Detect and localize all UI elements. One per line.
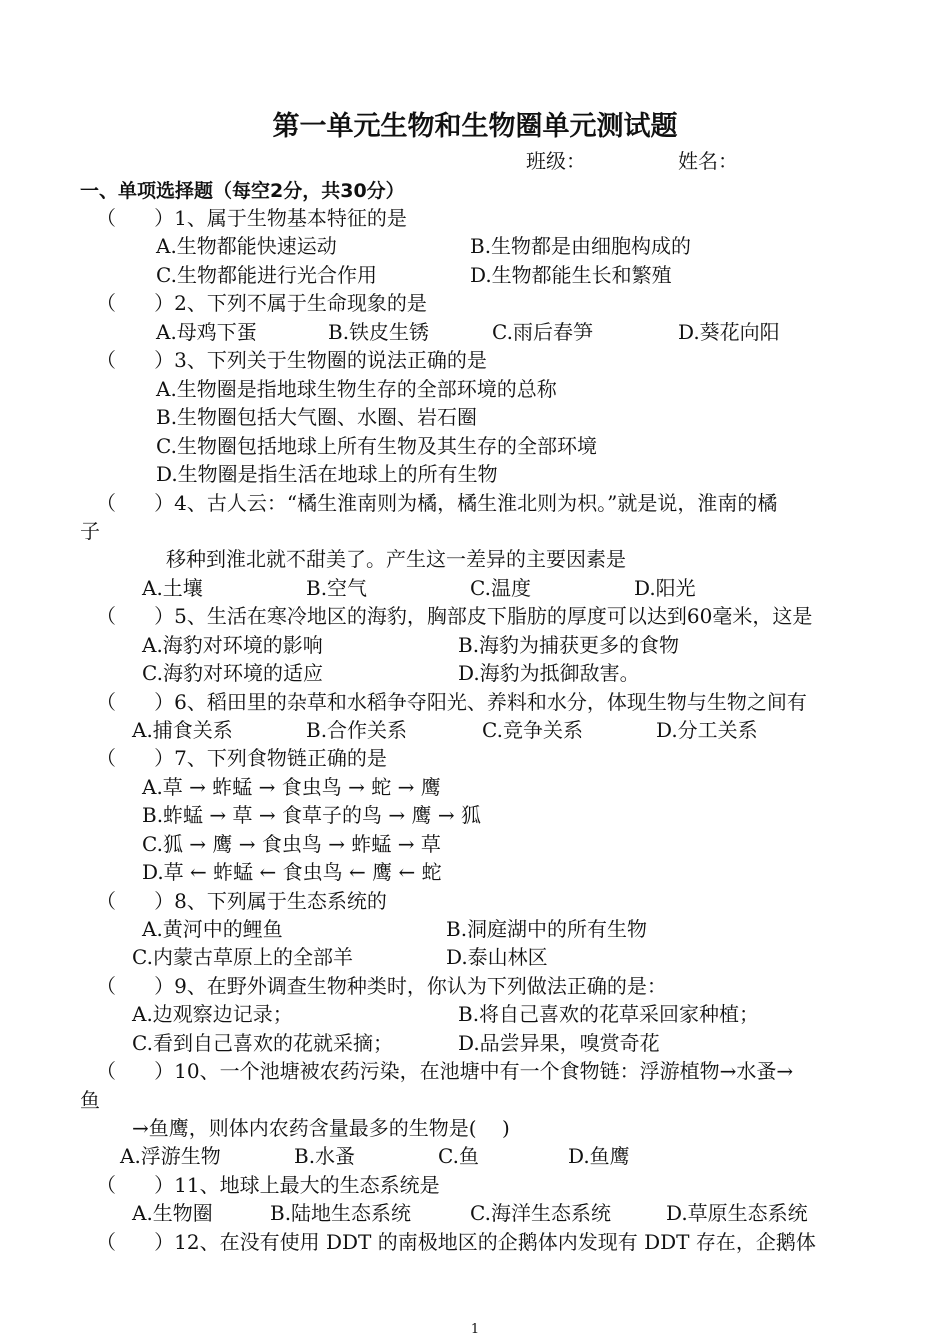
question-9-option-c: C.看到自己喜欢的花就采摘； (132, 1031, 393, 1055)
question-8-option-d: D.泰山林区 (446, 945, 548, 969)
name-label: 姓名： (678, 149, 738, 173)
question-10-stem: （ ）10、一个池塘被农药污染，在池塘中有一个食物链：浮游植物→水蚤→ (96, 1059, 794, 1083)
question-8-option-a: A.黄河中的鲤鱼 (142, 917, 283, 941)
question-9-option-a: A.边观察边记录； (132, 1002, 293, 1026)
section-heading: 一、单项选择题（每空2分，共30分） (80, 180, 405, 202)
question-8-option-b: B.洞庭湖中的所有生物 (446, 917, 648, 941)
question-2-option-d: D.葵花向阳 (678, 320, 780, 344)
question-6-option-a: A.捕食关系 (132, 718, 233, 742)
question-3-option-a: A.生物圈是指地球生物生存的全部环境的总称 (156, 377, 557, 401)
question-2-stem: （ ）2、下列不属于生命现象的是 (96, 291, 427, 315)
question-12-stem: （ ）12、在没有使用 DDT 的南极地区的企鹅体内发现有 DDT 存在，企鹅体 (96, 1230, 816, 1254)
question-1-option-a: A.生物都能快速运动 (156, 234, 337, 258)
question-8-stem: （ ）8、下列属于生态系统的 (96, 889, 387, 913)
page-title: 第一单元生物和生物圈单元测试题 (272, 111, 678, 142)
question-4-option-a: A.土壤 (142, 576, 203, 600)
question-6-option-c: C.竞争关系 (482, 718, 583, 742)
question-10-option-c: C.鱼 (438, 1144, 479, 1168)
question-6-option-b: B.合作关系 (306, 718, 408, 742)
question-2-option-b: B.铁皮生锈 (328, 320, 430, 344)
question-4-stem: （ ）4、古人云：“橘生淮南则为橘，橘生淮北则为枳。”就是说，淮南的橘 (96, 491, 778, 515)
question-10-wrap: 鱼 (80, 1088, 100, 1112)
question-8-option-c: C.内蒙古草原上的全部羊 (132, 945, 353, 969)
question-3-stem: （ ）3、下列关于生物圈的说法正确的是 (96, 348, 487, 372)
question-9-option-d: D.品尝异果，嗅赏奇花 (458, 1031, 660, 1055)
question-11-stem: （ ）11、地球上最大的生态系统是 (96, 1173, 440, 1197)
question-5-option-b: B.海豹为捕获更多的食物 (458, 633, 680, 657)
class-label: 班级： (526, 149, 586, 173)
question-7-option-d: D.草 ← 蚱蜢 ← 食虫鸟 ← 鹰 ← 蛇 (142, 860, 442, 884)
question-3-option-c: C.生物圈包括地球上所有生物及其生存的全部环境 (156, 434, 597, 458)
question-5-option-d: D.海豹为抵御敌害。 (458, 661, 640, 685)
question-4-option-d: D.阳光 (634, 576, 696, 600)
question-4-continuation: 移种到淮北就不甜美了。产生这一差异的主要因素是 (166, 547, 626, 571)
question-1-stem: （ ）1、属于生物基本特征的是 (96, 206, 407, 230)
question-4-option-b: B.空气 (306, 576, 368, 600)
question-11-option-b: B.陆地生态系统 (270, 1201, 412, 1225)
question-10-continuation: →鱼鹰，则体内农药含量最多的生物是( ) (132, 1116, 510, 1140)
question-5-stem: （ ）5、生活在寒冷地区的海豹，胸部皮下脂肪的厚度可以达到60毫米，这是 (96, 604, 813, 628)
question-3-option-b: B.生物圈包括大气圈、水圈、岩石圈 (156, 405, 478, 429)
question-7-option-b: B.蚱蜢 → 草 → 食草子的鸟 → 鹰 → 狐 (142, 803, 481, 827)
question-6-stem: （ ）6、稻田里的杂草和水稻争夺阳光、养料和水分，体现生物与生物之间有 (96, 690, 807, 714)
question-1-option-c: C.生物都能进行光合作用 (156, 263, 377, 287)
question-2-option-a: A.母鸡下蛋 (156, 320, 257, 344)
question-3-option-d: D.生物圈是指生活在地球上的所有生物 (156, 462, 498, 486)
question-4-wrap: 子 (80, 519, 100, 543)
question-7-stem: （ ）7、下列食物链正确的是 (96, 746, 387, 770)
question-5-option-c: C.海豹对环境的适应 (142, 661, 323, 685)
question-11-option-c: C.海洋生态系统 (470, 1201, 611, 1225)
question-9-option-b: B.将自己喜欢的花草采回家种植； (458, 1002, 760, 1026)
question-7-option-a: A.草 → 蚱蜢 → 食虫鸟 → 蛇 → 鹰 (142, 775, 441, 799)
question-4-option-c: C.温度 (470, 576, 531, 600)
question-10-option-b: B.水蚤 (294, 1144, 356, 1168)
question-6-option-d: D.分工关系 (656, 718, 758, 742)
question-9-stem: （ ）9、在野外调查生物种类时，你认为下列做法正确的是： (96, 974, 667, 998)
question-5-option-a: A.海豹对环境的影响 (142, 633, 323, 657)
page-number: 1 (470, 1322, 480, 1337)
question-10-option-a: A.浮游生物 (120, 1144, 221, 1168)
question-7-option-c: C.狐 → 鹰 → 食虫鸟 → 蚱蜢 → 草 (142, 832, 441, 856)
question-11-option-d: D.草原生态系统 (666, 1201, 808, 1225)
question-1-option-b: B.生物都是由细胞构成的 (470, 234, 692, 258)
question-2-option-c: C.雨后春笋 (492, 320, 593, 344)
question-10-option-d: D.鱼鹰 (568, 1144, 630, 1168)
question-11-option-a: A.生物圈 (132, 1201, 213, 1225)
question-1-option-d: D.生物都能生长和繁殖 (470, 263, 672, 287)
